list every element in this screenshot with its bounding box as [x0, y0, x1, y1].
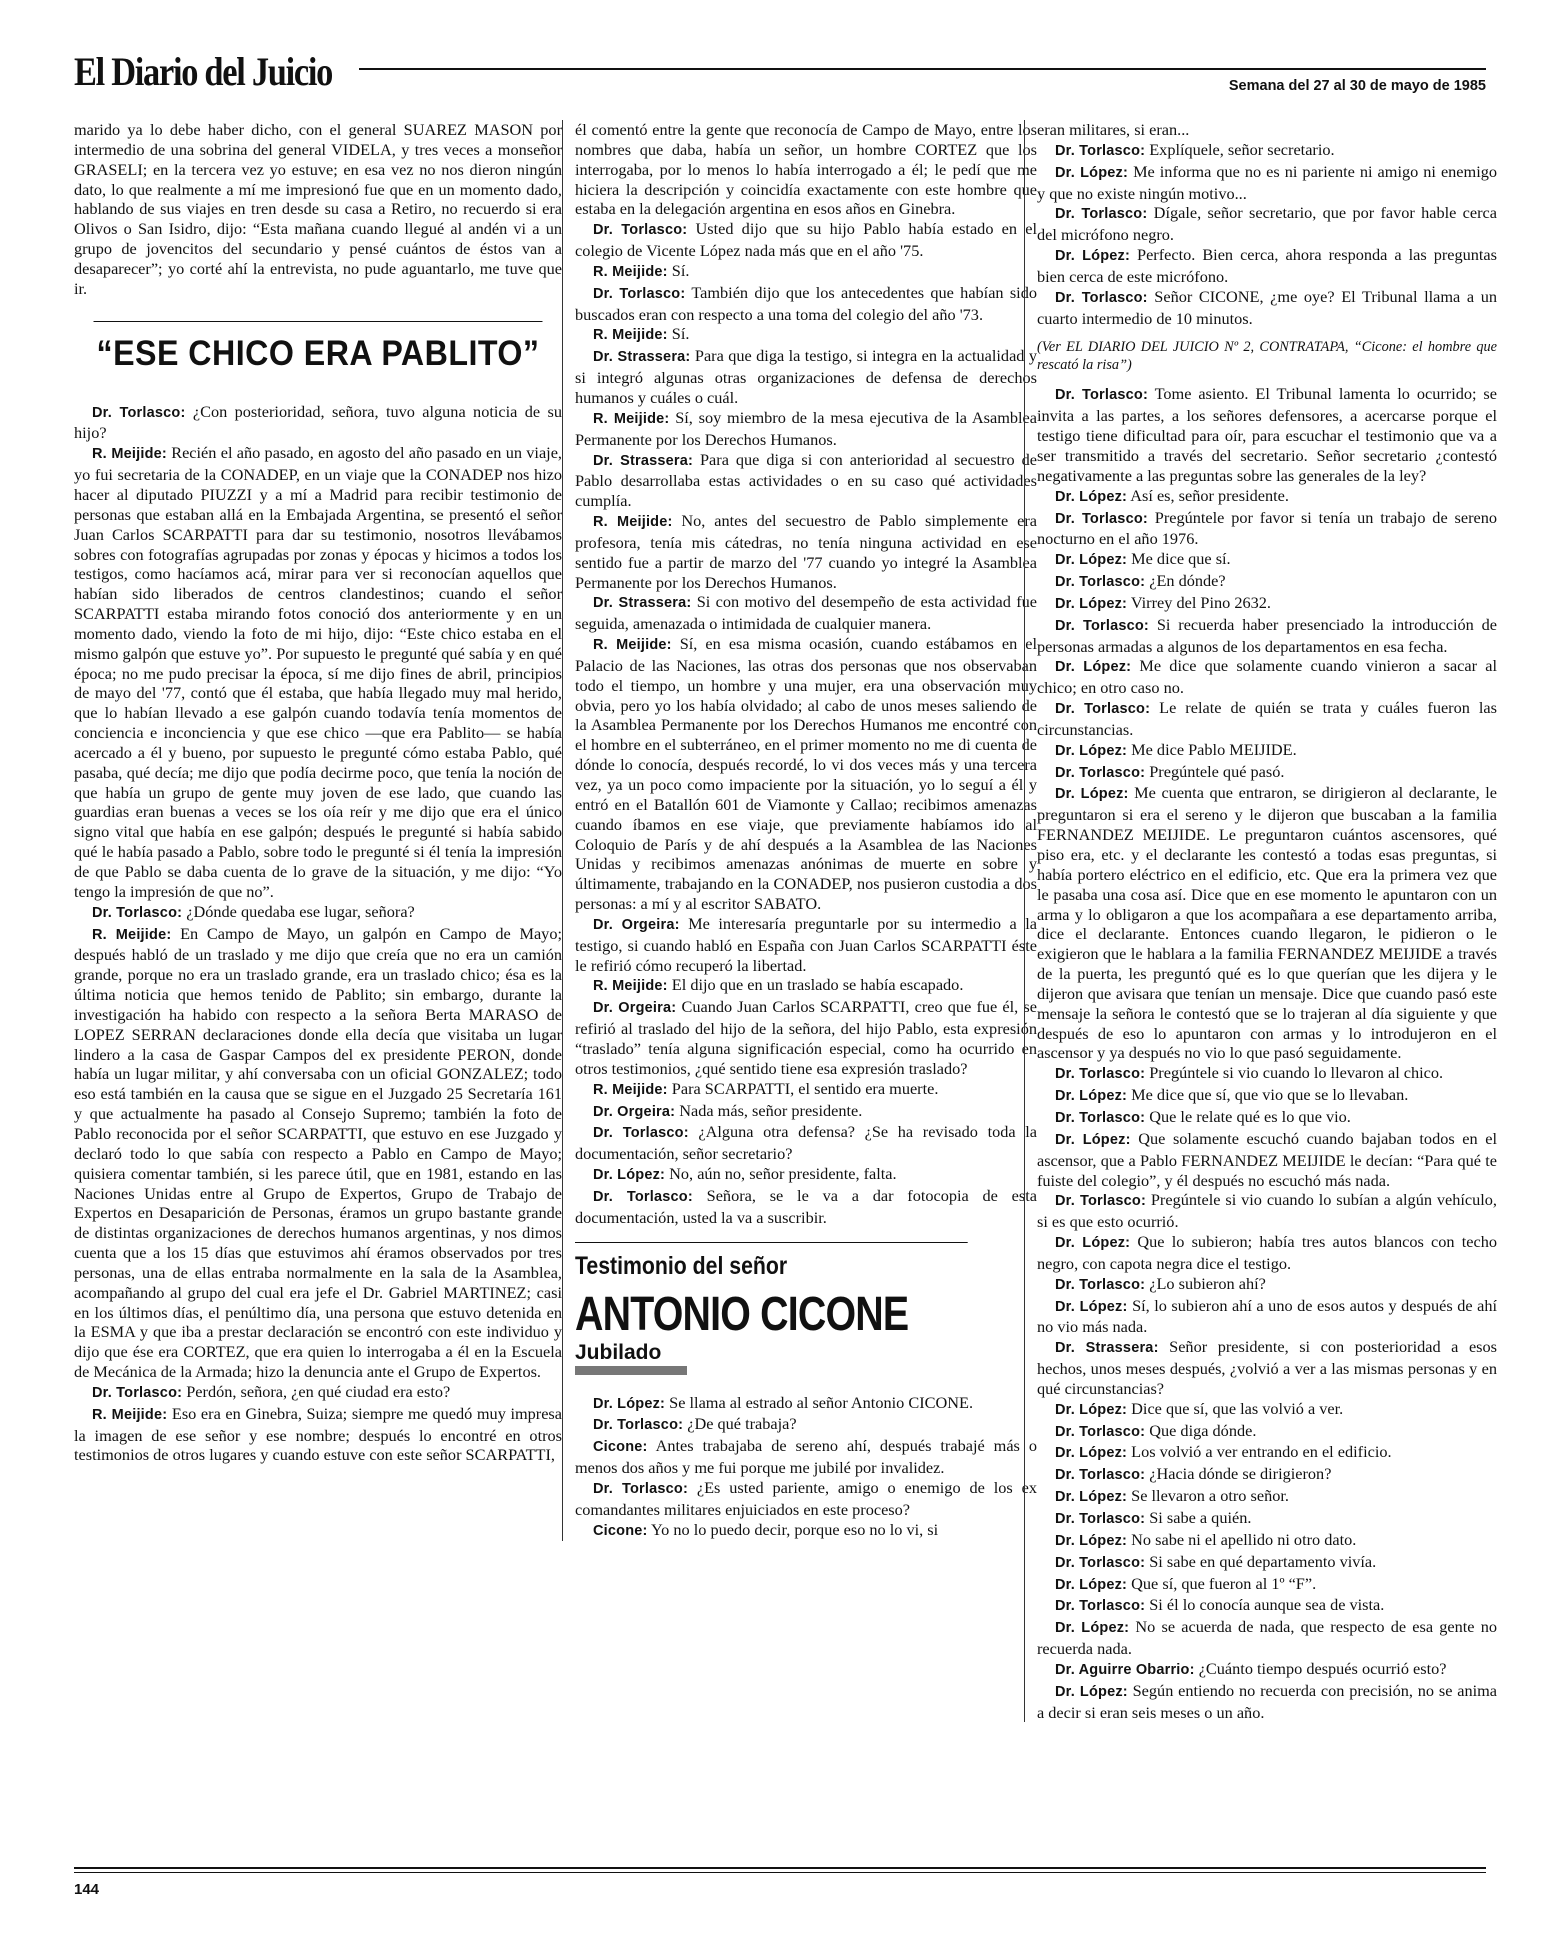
speaker-label: Dr. López:	[1055, 1131, 1131, 1148]
speaker-label: Dr. López:	[1055, 742, 1128, 759]
speaker-label: Cicone:	[593, 1522, 648, 1539]
paragraph	[74, 924, 562, 1382]
speaker-label: Dr. Orgeira:	[593, 1000, 677, 1017]
speech-text: No sabe ni el apellido ni otro dato.	[1127, 1529, 1357, 1549]
paragraph	[1037, 1595, 1497, 1617]
paragraph	[1037, 1274, 1497, 1296]
speech-text: Que lo subieron; había tres autos blancos con techo negro, con capota negra dice el testigo.	[1037, 1232, 1497, 1273]
paragraph	[1037, 1659, 1497, 1681]
speech-text: Me dice Pablo MEIJIDE.	[1127, 739, 1297, 759]
masthead-rule	[359, 68, 1486, 70]
speech-text: Sí, en esa misma ocasión, cuando estábamos en el Palacio de las Naciones, las otras dos personas que nos observaban todo el tiempo, un hombre y una mujer, era una observación muy obvia, pero yo los había olvidado; al cabo de unos meses saliendo de la Asamblea Permanente por los Derechos Humanos me encontré con el hombre en el subterráneo, en el primer momento no me di cuenta de dónde lo conocía, después recordé, lo vi dos veces más y una tercera vez, ya un poco como impaciente por la situación, yo lo seguí a él y entró en el Batallón 601 de Viamonte y Callao; recibimos amenazas cuando íbamos en ese viaje, que previamente habíamos ido al Coloquio de París y de ahí después a la Asamblea de las Naciones Unidas y recibimos amenazas anónimas de muerte en sobre y últimamente, trabajando en la CONADEP, nos pusieron custodia a dos personas: a mí y al escritor SABATO.	[575, 634, 1038, 914]
speech-text: Dígale, señor secretario, que por favor hable cerca del micrófono negro.	[1037, 203, 1497, 245]
speech-text: Según entiendo no recuerda con precisión, no se anima a decir si eran seis meses o un año.	[1037, 1680, 1498, 1722]
speaker-label: R. Meijide:	[92, 926, 172, 943]
paragraph	[74, 1404, 562, 1466]
speaker-label: Dr. Strassera:	[1055, 1340, 1159, 1357]
paragraph	[1037, 1442, 1497, 1464]
speech-text: Para SCARPATTI, el sentido era muerte.	[667, 1078, 939, 1098]
speech-text: Perdón, señora, ¿en qué ciudad era esto?	[182, 1381, 451, 1401]
speaker-label: R. Meijide:	[593, 637, 672, 654]
issue-date: Semana del 27 al 30 de mayo de 1985	[1228, 78, 1486, 94]
paragraph	[1037, 1190, 1497, 1232]
speaker-label: Dr. López:	[1055, 1576, 1128, 1593]
speaker-label: Dr. López:	[1055, 1620, 1130, 1637]
paragraph	[1037, 593, 1497, 615]
speech-text: Así es, señor presidente.	[1127, 485, 1289, 505]
paragraph	[575, 997, 1037, 1078]
speaker-label: Dr. López:	[1055, 488, 1128, 505]
paragraph	[1037, 1530, 1497, 1552]
speaker-label: Dr. Torlasco:	[1055, 289, 1148, 306]
speaker-label: Dr. López:	[1055, 786, 1129, 803]
paragraph	[575, 1186, 1037, 1228]
speaker-label: Dr. Torlasco:	[1055, 1109, 1146, 1126]
footer-rule	[74, 1867, 1486, 1869]
speech-text: También dijo que los antecedentes que habían sido buscados eran con respecto a una toma del colegio del año '73.	[575, 282, 1037, 324]
speaker-label: Dr. Orgeira:	[593, 916, 680, 933]
footer-rule-thin	[74, 1872, 1486, 1873]
speaker-label: Dr. Torlasco:	[593, 1480, 688, 1497]
speaker-label: Dr. López:	[1055, 552, 1128, 569]
speaker-label: R. Meijide:	[593, 1081, 668, 1098]
speaker-label: Dr. Torlasco:	[1055, 1511, 1146, 1527]
speaker-label: Dr. López:	[593, 1395, 666, 1412]
paragraph	[1037, 1421, 1497, 1443]
section-heading: “ESE CHICO ERA PABLITO”	[94, 321, 543, 374]
speaker-label: R. Meijide:	[593, 978, 668, 995]
paragraph	[1037, 162, 1497, 204]
speaker-label: Dr. Torlasco:	[92, 1384, 183, 1401]
paragraph	[575, 450, 1037, 512]
paragraph	[1037, 384, 1497, 485]
speech-text: ¿Dónde quedaba ese lugar, señora?	[182, 901, 415, 921]
paragraph	[1037, 1552, 1497, 1574]
speech-text: Me cuenta que entraron, se dirigieron al declarante, le preguntaron si era el sereno y le dijeron que buscaban a la familia FERNANDEZ MEIJIDE. Le preguntaron cuántos ascensores, qué piso era, etc. y el declarante les contestó a todas esas preguntas, si había portero eléctrico en el edificio, etc. Que era la primera vez que le pasaba una cosa así. Dice que en ese momento le apuntaron con un arma y lo obligaron a que los acompañara a ese departamento arriba, dice el declarante. Entonces cuando llegaron, le pidieron o le exigieron que le hablara a la familia FERNANDEZ MEIJIDE a través de la puerta, les preguntó qué es lo que querían que les dijera y le dijeron que avisara que tenían un mensaje. Dice que cuando pasó este mensaje la señora le contestó que se lo trajeran al día siguiente y que después de eso lo apuntaron con armas y lo introdujeron en el ascensor y ya después no vio lo que pasó seguidamente.	[1037, 783, 1497, 1063]
speech-text: Si recuerda haber presenciado la introducción de personas armadas a algunos de los departamentos en esa fecha.	[1037, 614, 1497, 656]
speech-text: Señora, se le va a dar fotocopia de esta documentación, usted la va a suscribir.	[575, 1185, 1037, 1227]
paragraph: eran militares, si eran...	[1037, 120, 1190, 139]
speech-text: Me dice que sí.	[1127, 549, 1231, 569]
paragraph	[1037, 740, 1497, 762]
paragraph	[1037, 762, 1497, 784]
speaker-label: Dr. Torlasco:	[1055, 1467, 1146, 1484]
paragraph	[1037, 549, 1497, 571]
speech-text: Que solamente escuchó cuando bajaban todos en el ascensor, que a Pablo FERNANDEZ MEIJIDE le decían: “Para qué te fuiste del colegio”, y él después no escuchó más nada.	[1037, 1128, 1498, 1190]
speaker-label: Dr. Strassera:	[593, 595, 692, 612]
speech-text: Pregúntele si vio cuando lo llevaron al chico.	[1145, 1063, 1444, 1083]
paragraph: marido ya lo debe haber dicho, con el general SUAREZ MASON por intermedio de una sobrina del general VIDELA, y tres veces a monseñor GRASELI; en la tercera vez yo estuve; en esa vez no nos dieron ningún dato, lo que realmente a mí me impresionó fue que en un momento dado, hablando de sus viajes en tren desde su casa a Retiro, no recuerdo si era Olivos o San Isidro, dijo: “Esta mañana cuando llegué al andén vi a un grupo de jovencitos del secundario y pensé cuántos de éstos van a desaparecer”; yo corté ahí la entrevista, no pude aguantarlo, me tuve que ir.	[74, 120, 562, 298]
speech-text: Pregúntele si vio cuando lo subían a algún vehículo, si es que esto ocurrió.	[1037, 1190, 1497, 1232]
paragraph	[74, 1382, 562, 1404]
speaker-label: Dr. López:	[1055, 248, 1131, 265]
speech-text: Señor CICONE, ¿me oye? El Tribunal llama a un cuarto intermedio de 10 minutos.	[1037, 286, 1497, 328]
paragraph	[575, 1079, 1037, 1101]
paragraph	[575, 1478, 1037, 1520]
paragraph	[1037, 571, 1497, 593]
speaker-label: Dr. Orgeira:	[593, 1103, 676, 1120]
speech-text: Me dice que sí, que vio que se lo llevaban.	[1127, 1085, 1409, 1105]
speaker-label: Dr. Torlasco:	[593, 1417, 684, 1434]
speaker-label: R. Meijide:	[92, 446, 167, 463]
speaker-label: Dr. Torlasco:	[1055, 1598, 1146, 1615]
speaker-label: Dr. López:	[1055, 1532, 1128, 1549]
masthead	[74, 50, 1486, 98]
witness-name: ANTONIO CICONE	[575, 1287, 909, 1341]
editorial-note: (Ver EL DIARIO DEL JUICIO Nº 2, CONTRATAPA, “Cicone: el hombre que rescató la risa”)	[1037, 339, 1497, 374]
speech-text: Sí.	[667, 260, 690, 280]
speech-text: Me informa que no es ni pariente ni amigo ni enemigo y que no existe ningún motivo...	[1037, 161, 1498, 203]
speech-text: Pregúntele por favor si tenía un trabajo de sereno nocturno en el año 1976.	[1037, 507, 1497, 549]
paragraph	[1037, 1063, 1497, 1085]
paragraph	[575, 219, 1037, 261]
speaker-label: Dr. López:	[1055, 1088, 1128, 1105]
speaker-label: Dr. Torlasco:	[1055, 701, 1151, 718]
paragraph	[1037, 1574, 1497, 1596]
speaker-label: Dr. Torlasco:	[1055, 387, 1148, 404]
speaker-label: Dr. Aguirre Obarrio:	[1055, 1661, 1195, 1678]
paragraph	[1037, 1681, 1497, 1723]
paragraph	[1037, 1508, 1497, 1530]
speaker-label: Dr. Torlasco:	[1055, 1554, 1146, 1571]
paragraph	[1037, 1464, 1497, 1486]
speech-text: Si sabe en qué departamento vivía.	[1145, 1551, 1377, 1571]
speaker-label: Dr. Torlasco:	[593, 222, 688, 239]
paragraph	[1037, 1296, 1497, 1338]
speaker-label: R. Meijide:	[92, 1406, 168, 1423]
speaker-label: Dr. López:	[1055, 1683, 1128, 1700]
paragraph	[74, 443, 562, 901]
paragraph	[1037, 1107, 1497, 1129]
paragraph	[575, 1414, 1037, 1436]
speaker-label: Dr. López:	[593, 1167, 666, 1184]
paragraph	[74, 402, 562, 444]
speaker-label: Dr. López:	[1055, 595, 1128, 612]
paragraph	[575, 914, 1037, 976]
speaker-label: Dr. Torlasco:	[593, 285, 686, 302]
speech-text: ¿En dónde?	[1145, 571, 1226, 591]
speaker-label: R. Meijide:	[593, 410, 670, 427]
speaker-label: Dr. López:	[1055, 1489, 1128, 1506]
speaker-label: Cicone:	[593, 1439, 648, 1456]
speech-text: ¿Lo subieron ahí?	[1145, 1273, 1266, 1293]
paragraph	[1037, 698, 1497, 740]
speech-text: Perfecto. Bien cerca, ahora responda a las preguntas bien cerca de este micrófono.	[1037, 245, 1497, 286]
speaker-label: Dr. Torlasco:	[1055, 510, 1148, 527]
column-3	[1024, 120, 1497, 1722]
paragraph	[1037, 1129, 1497, 1191]
paragraph	[1037, 1486, 1497, 1508]
paragraph	[575, 592, 1037, 634]
speaker-label: Dr. Strassera:	[593, 349, 691, 366]
speaker-label: Dr. López:	[1055, 1235, 1131, 1252]
speech-text: Sí.	[667, 324, 690, 344]
speech-text: ¿Hacia dónde se dirigieron?	[1145, 1464, 1332, 1484]
speech-text: Que sí, que fueron al 1º “F”.	[1127, 1573, 1317, 1593]
speaker-label: Dr. Torlasco:	[1055, 206, 1148, 223]
paragraph	[1037, 783, 1497, 1063]
paragraph	[1037, 656, 1497, 698]
paragraph	[1037, 615, 1497, 657]
speech-text: Para que diga la testigo, si integra en la actualidad y si integró algunas otras organizaciones de defensa de derechos humanos y cuáles o cuál.	[575, 346, 1038, 407]
speaker-label: Dr. Torlasco:	[593, 1125, 689, 1142]
speech-text: Si él lo conocía aunque sea de vista.	[1145, 1595, 1385, 1615]
paragraph	[575, 283, 1037, 325]
speech-text: Para que diga si con anterioridad al secuestro de Pablo desarrollaba estas actividades o en su caso qué actividades cumplía.	[575, 449, 1037, 511]
speech-text: Pregúntele qué pasó.	[1145, 761, 1285, 781]
speaker-label: Dr. Torlasco:	[1055, 1276, 1146, 1293]
speech-text: ¿Es usted pariente, amigo o enemigo de los ex comandantes militares enjuiciados en este proceso?	[575, 1477, 1037, 1519]
speech-text: Cuando Juan Carlos SCARPATTI, creo que fue él, se refirió al traslado del hijo de la señora, del hijo Pablo, esta expresión “traslado” tenía alguna significación especial, como ha ocurrido en otros testimonios, ¿qué sentido tiene esa expresión traslado?	[575, 997, 1037, 1078]
paragraph	[575, 975, 1037, 997]
speaker-label: Dr. Torlasco:	[1055, 1193, 1146, 1210]
paragraph	[575, 634, 1037, 914]
speech-text: Me dice que solamente cuando vinieron a sacar al chico; en otro caso no.	[1037, 656, 1497, 698]
speech-text: Eso era en Ginebra, Suiza; siempre me quedó muy impresa la imagen de ese señor y ese nombre; después lo encontré en otros testimonios de otros lugares y cuando estuve con este señor SCARPATTI,	[74, 1403, 562, 1465]
speaker-label: Dr. López:	[1055, 1401, 1128, 1418]
paragraph	[1037, 508, 1497, 550]
speaker-label: Dr. Torlasco:	[92, 404, 186, 421]
speech-text: ¿Con posterioridad, señora, tuvo alguna noticia de su hijo?	[74, 401, 562, 443]
speech-text: Recién el año pasado, en agosto del año pasado en un viaje, yo fui secretaria de la CONADEP, en un viaje que la CONADEP nos hizo hacer al diputado PIUZZI y a mí a Madrid para recibir testimonio de personas que estaban allá en la Embajada Argentina, se presentó el señor Juan Carlos SCARPATTI para dar su testimonio, nosotros llevábamos sobres con fotografías agrupadas por zonas y épocas y hicimos a todos los testigos, como hacíamos acá, mirar para ver si reconocían aquellos que habían sido liberados de centros clandestinos; cuando el señor SCARPATTI estaba mirando fotos conoció dos anteriormente y en un momento dado, viendo la foto de mi hijo, dijo: “Este chico estaba en el mismo galpón que estuve yo”. Por supuesto le pregunté qué sabía y en qué época; no me pudo precisar la época, sí me dijo fines de abril, principios de mayo del '77, contó que él estaba, que había llegado muy mal herido, que lo habían llevado a ese galpón cuando todavía tenía momentos de conciencia e inconciencia y que ese chico —que era Pablito— se había acercado a él y bueno, por supuesto le pregunté cómo estaba Pablo, qué pasaba, qué decía; me dijo que podía decirme poco, que tenía la noción de que había un grupo de gente muy joven de ese lado, que cuando las guardias eran buenas a veces se los oía reír y me dijo que era el único signo vital que había en ese galpón; después le pregunté si había sabido qué le había pasado a Pablo, sobre todo le pregunté si él tenía la impresión de que Pablo se daba cuenta de lo grave de la situación, y me dijo: “Yo tengo la impresión de que no”.	[74, 443, 562, 901]
speech-text: Dice que sí, que las volvió a ver.	[1127, 1398, 1344, 1418]
page-number: 144	[74, 1881, 100, 1898]
speech-text: Sí, lo subieron ahí a uno de esos autos y después de ahí no vio más nada.	[1037, 1295, 1497, 1337]
paragraph	[575, 324, 1037, 346]
paragraph	[1037, 245, 1497, 287]
newspaper-logo: El Diario del Juicio	[74, 49, 332, 94]
speech-text: ¿Alguna otra defensa? ¿Se ha revisado toda la documentación, señor secretario?	[575, 1122, 1037, 1164]
speech-text: No, antes del secuestro de Pablo simplemente era profesora, tenía mis cátedras, no tenía ninguna actividad en ese sentido fue a partir de marzo del '77 cuando yo integré la Asamblea Permanente por los Derechos Humanos.	[575, 511, 1037, 592]
speech-text: Yo no lo puedo decir, porque eso no lo vi, si	[647, 1519, 939, 1539]
speech-text: Antes trabajaba de sereno ahí, después trabajé más o menos dos años y me fui porque me jubilé por invalidez.	[575, 1436, 1037, 1478]
paragraph	[575, 1393, 1037, 1415]
paragraph	[1037, 486, 1497, 508]
testimony-kicker: Testimonio del señor	[575, 1242, 968, 1281]
speech-text: Nada más, señor presidente.	[675, 1100, 863, 1120]
speaker-label: Dr. Torlasco:	[92, 904, 183, 921]
speaker-label: Dr. Torlasco:	[1055, 1066, 1146, 1083]
speech-text: Me interesaría preguntarle por su intermedio a la testigo, si cuando habló en España con Juan Carlos SCARPATTI éste le refirió cómo recuperó la libertad.	[575, 913, 1037, 975]
speaker-label: R. Meijide:	[593, 263, 668, 280]
speaker-label: Dr. López:	[1055, 659, 1132, 676]
speech-text: Señor presidente, si con posterioridad a esos hechos, unos meses después, ¿volvió a ver a las mismas personas y en qué circunstancias?	[1037, 1337, 1497, 1398]
paragraph	[575, 1436, 1037, 1478]
speaker-label: Dr. López:	[1055, 1298, 1128, 1315]
speaker-label: Dr. Torlasco:	[1055, 142, 1146, 159]
paragraph: él comentó entre la gente que reconocía de Campo de Mayo, entre los nombres que daba, había un señor, un hombre CORTEZ que los interrogaba, por lo menos lo había interrogado a él; le pedí que me hiciera la descripción y coincidía exactamente con este hombre que estaba en la delegación argentina en esos años en Ginebra.	[575, 120, 1037, 219]
paragraph	[575, 261, 1037, 283]
column-2	[562, 120, 1037, 1541]
speech-text: Si con motivo del desempeño de esta actividad fue seguida, amenazada o intimidada de cualquier manera.	[575, 592, 1038, 634]
paragraph	[575, 1101, 1037, 1123]
speech-text: Le relate de quién se trata y cuáles fueron las circunstancias.	[1037, 698, 1497, 739]
speech-text: Explíquele, señor secretario.	[1145, 139, 1335, 159]
speech-text: Virrey del Pino 2632.	[1127, 592, 1271, 612]
paragraph	[575, 408, 1037, 450]
speaker-label: Dr. Strassera:	[593, 452, 694, 469]
paragraph	[1037, 203, 1497, 245]
speech-text: Si sabe a quién.	[1145, 1508, 1252, 1527]
paragraph	[1037, 1085, 1497, 1107]
paragraph	[575, 1122, 1037, 1164]
speaker-label: R. Meijide:	[593, 327, 668, 344]
decorative-bar	[575, 1366, 687, 1375]
speech-text: ¿Cuánto tiempo después ocurrió esto?	[1194, 1658, 1447, 1678]
paragraph	[74, 902, 562, 924]
speaker-label: Dr. López:	[1055, 1445, 1128, 1462]
paragraph	[1037, 1337, 1497, 1399]
column-1	[74, 120, 562, 1465]
paragraph	[1037, 1617, 1497, 1659]
speech-text: Que diga dónde.	[1145, 1420, 1257, 1440]
paragraph	[575, 511, 1037, 592]
paragraph	[1037, 287, 1497, 329]
speech-text: Se llama al estrado al señor Antonio CICONE.	[665, 1392, 974, 1412]
paragraph	[1037, 1399, 1497, 1421]
page-footer	[74, 1867, 1486, 1898]
speaker-label: R. Meijide:	[593, 514, 673, 531]
speech-text: No, aún no, señor presidente, falta.	[665, 1164, 897, 1184]
witness-occupation: Jubilado	[575, 1340, 662, 1364]
speaker-label: Dr. Torlasco:	[1055, 764, 1146, 781]
paragraph	[575, 346, 1037, 408]
speech-text: Tome asiento. El Tribunal lamenta lo ocurrido; se invita a las partes, a los señores defensores, a acercarse porque el testigo tiene dificultad para oír, para escuchar el testimonio que va a ser transmitido a través del secretario. Señor secretario ¿contestó negativamente a las preguntas sobre las generales de la ley?	[1037, 384, 1497, 485]
paragraph	[1037, 1232, 1497, 1274]
speech-text: Se llevaron a otro señor.	[1127, 1486, 1289, 1506]
speaker-label: Dr. Torlasco:	[1055, 617, 1149, 634]
speech-text: En Campo de Mayo, un galpón en Campo de Mayo; después habló de un traslado y me dijo que creía que no era un camión grande, porque no era un traslado grande, era un traslado chico; ésa es la última noticia que hemos tenido de Pablito; sin embargo, durante la investigación ha habido con respecto a la señora Berta MARASO de LOPEZ SERRAN declaraciones donde ella decía que visitaba un lugar lindero a la casa de Gaspar Campos del ex presidente PERON, donde había un lugar militar, y ahí conversaba con un oficial GONZALEZ; todo eso está también en la causa que se sigue en el Juzgado 25 Secretaría 161 y que actualmente ha pasado al Consejo Supremo; también la foto de Pablo reconocida por el señor SCARPATTI, que estuvo en ese Juzgado y declaró todo lo que sabía con respecto a Pablo en Campo de Mayo; quisiera comentar también, si les parece útil, que en 1981, estando en las Naciones Unidas entre al Grupo de Expertos, Grupo de Trabajo de Expertos en Desaparición de Personas, éramos un grupo bastante grande de distintas organizaciones de derechos humanos argentinas, y nos dimos cuenta que a los 15 días que estuvimos ahí éramos observados por tres personas, una de ellas entraba normalmente en la sala de la Asamblea, acompañando al grupo del cual era jefe el Dr. Gabriel MARTINEZ; casi en los últimos días, el penúltimo día, una persona que estuvo detenida en la ESMA y que iba a prestar declaración se encontró con este individuo y dijo que ése era CORTEZ, que era quien lo interrogaba a él en la Escuela de Mecánica de la Armada; hizo la denuncia ante el Grupo de Expertos.	[74, 923, 562, 1382]
speaker-label: Dr. Torlasco:	[1055, 574, 1146, 591]
speech-text: Usted dijo que su hijo Pablo había estado en el colegio de Vicente López nada más que en el año '75.	[575, 219, 1037, 261]
speech-text: Sí, soy miembro de la mesa ejecutiva de la Asamblea Permanente por los Derechos Humanos.	[575, 407, 1037, 449]
paragraph	[575, 1520, 1037, 1542]
speech-text: Que le relate qué es lo que vio.	[1145, 1106, 1351, 1126]
speech-text: ¿De qué trabaja?	[683, 1414, 797, 1434]
speech-text: No se acuerda de nada, que respecto de esa gente no recuerda nada.	[1037, 1617, 1497, 1659]
speaker-label: Dr. López:	[1055, 164, 1129, 181]
paragraph	[1037, 140, 1497, 162]
paragraph	[575, 1164, 1037, 1186]
speech-text: El dijo que en un traslado se había escapado.	[667, 975, 964, 995]
speaker-label: Dr. Torlasco:	[1055, 1423, 1146, 1440]
testimony-header	[575, 1242, 1037, 1375]
speaker-label: Dr. Torlasco:	[593, 1188, 693, 1205]
speech-text: Los volvió a ver entrando en el edificio.	[1127, 1442, 1392, 1462]
